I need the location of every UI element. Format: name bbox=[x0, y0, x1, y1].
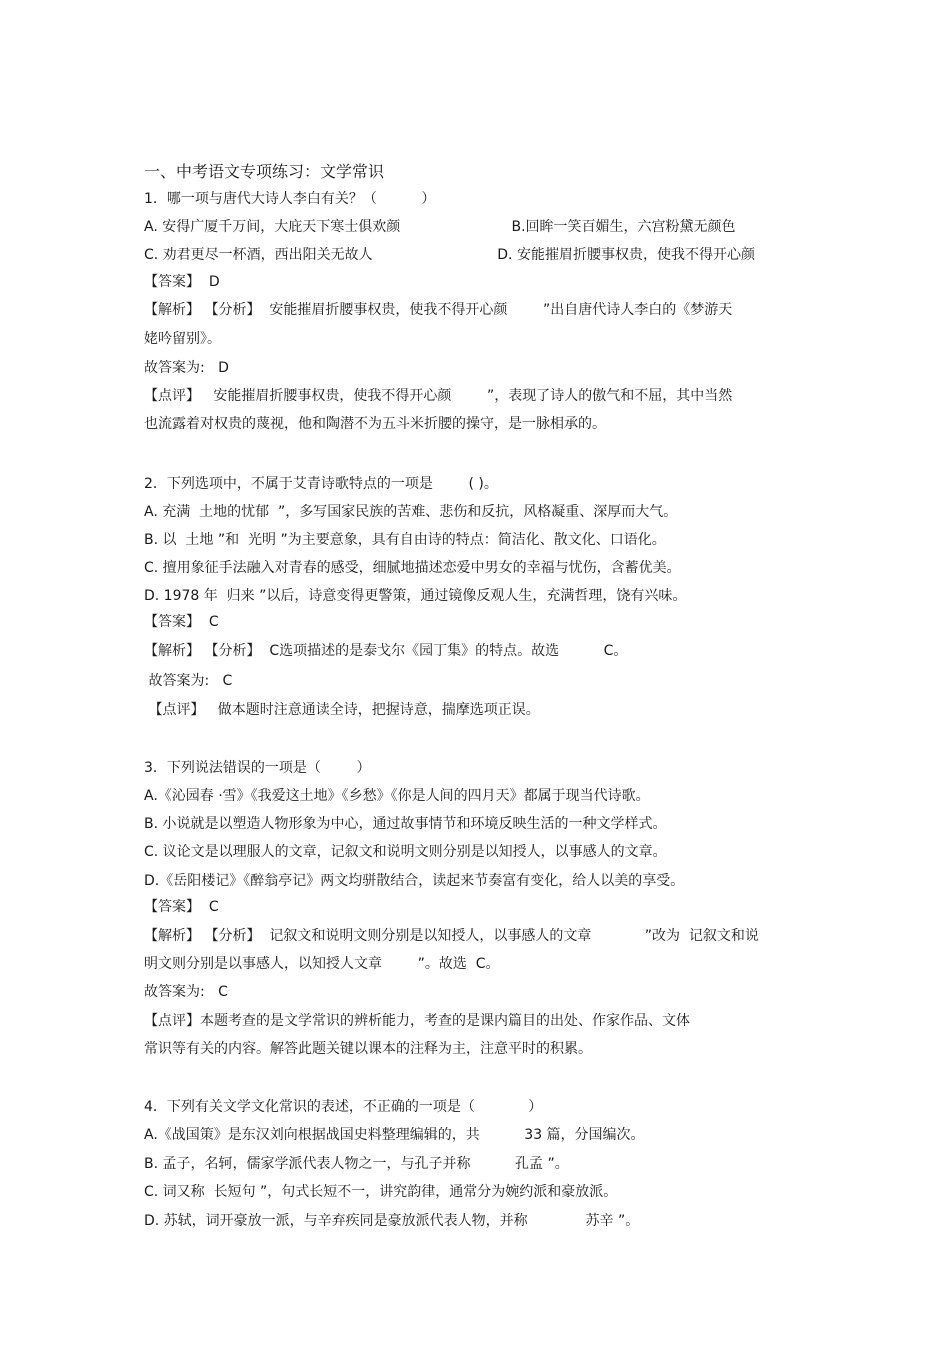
q2-analysis: 【解析】 【分析】 C选项描述的是泰戈尔《园丁集》的特点。故选 C。 bbox=[144, 643, 628, 659]
q3-comment-cont: 常识等有关的内容。解答此题关键以课本的注释为主，注意平时的积累。 bbox=[144, 1041, 592, 1057]
q1-options-cd: C. 劝君更尽一杯酒，西出阳关无故人 D. 安能摧眉折腰事权贵，使我不得开心颜 bbox=[144, 247, 755, 263]
q3-option-d: D.《岳阳楼记》《醉翁亭记》两文均骈散结合，读起来节奏富有变化，给人以美的享受。 bbox=[144, 873, 685, 889]
q4-stem: 4．下列有关文学文化常识的表述，不正确的一项是（ ） bbox=[144, 1099, 543, 1115]
q4-option-b: B. 孟子，名轲，儒家学派代表人物之一，与孔子并称 孔孟 ”。 bbox=[144, 1156, 569, 1172]
q1-final-answer: 故答案为: D bbox=[144, 360, 229, 376]
q1-comment-cont: 也流露着对权贵的蔑视，他和陶潜不为五斗米折腰的操守，是一脉相承的。 bbox=[144, 416, 606, 432]
q4-option-c: C. 词又称 长短句 ”，句式长短不一，讲究韵律，通常分为婉约派和豪放派。 bbox=[144, 1184, 618, 1200]
q3-option-c: C. 议论文是以理服人的文章，记叙文和说明文则分别是以知授人，以事感人的文章。 bbox=[144, 844, 667, 860]
q4-option-a: A.《战国策》是东汉刘向根据战国史料整理编辑的，共 33 篇，分国编次。 bbox=[144, 1127, 645, 1143]
q3-analysis-cont: 明文则分别是以事感人，以知授人文章 ”。故选 C。 bbox=[144, 956, 500, 972]
q1-analysis-cont: 姥吟留别》。 bbox=[144, 331, 221, 347]
q3-answer: 【答案】 C bbox=[144, 899, 219, 915]
q3-option-b: B. 小说就是以塑造人物形象为中心，通过故事情节和环境反映生活的一种文学样式。 bbox=[144, 816, 667, 832]
q1-analysis: 【解析】 【分析】 安能摧眉折腰事权贵，使我不得开心颜 ”出自唐代诗人李白的《梦游天 bbox=[144, 302, 733, 318]
q2-stem: 2．下列选项中，不属于艾青诗歌特点的一项是 ( )。 bbox=[144, 476, 498, 492]
q2-option-c: C. 擅用象征手法融入对青春的感受，细腻地描述恋爱中男女的幸福与忧伤，含蓄优美。 bbox=[144, 560, 681, 576]
q2-option-b: B. 以 土地 ”和 光明 ”为主要意象，具有自由诗的特点：简洁化、散文化、口语化。 bbox=[144, 532, 666, 548]
q1-stem: 1．哪一项与唐代大诗人李白有关？（ ） bbox=[144, 191, 436, 207]
q2-final-answer: 故答案为: C bbox=[144, 673, 233, 689]
q3-comment: 【点评】本题考查的是文学常识的辨析能力，考查的是课内篇目的出处、作家作品、文体 bbox=[144, 1013, 690, 1029]
q3-stem: 3．下列说法错误的一项是（ ） bbox=[144, 760, 371, 776]
q2-comment: 【点评】 做本题时注意通读全诗，把握诗意，揣摩选项正误。 bbox=[144, 702, 540, 718]
q1-comment: 【点评】 安能摧眉折腰事权贵，使我不得开心颜 ”，表现了诗人的傲气和不屈，其中当然 bbox=[144, 388, 733, 404]
q4-option-d: D. 苏轼，词开豪放一派，与辛弃疾同是豪放派代表人物，并称 苏辛 ”。 bbox=[144, 1213, 640, 1229]
q3-option-a: A.《沁园春 ·雪》《我爱这土地》《乡愁》《你是人间的四月天》都属于现当代诗歌。 bbox=[144, 788, 650, 804]
q1-answer: 【答案】 D bbox=[144, 274, 220, 290]
q2-answer: 【答案】 C bbox=[144, 614, 219, 630]
q3-final-answer: 故答案为: C bbox=[144, 984, 228, 1000]
q3-analysis: 【解析】 【分析】 记叙文和说明文则分别是以知授人，以事感人的文章 ”改为 记叙文和说 bbox=[144, 928, 759, 944]
q1-options-ab: A. 安得广厦千万间，大庇天下寒士俱欢颜 B.回眸一笑百媚生，六宫粉黛无颜色 bbox=[144, 219, 736, 235]
page-title: 一、中考语文专项练习：文学常识 bbox=[144, 162, 385, 181]
q2-option-a: A. 充满 土地的忧郁 ”，多写国家民族的苦难、悲伤和反抗，风格凝重、深厚而大气。 bbox=[144, 504, 678, 520]
q2-option-d: D. 1978 年 归来 ”以后，诗意变得更警策，通过镜像反观人生，充满哲理，饶有兴味。 bbox=[144, 588, 687, 604]
